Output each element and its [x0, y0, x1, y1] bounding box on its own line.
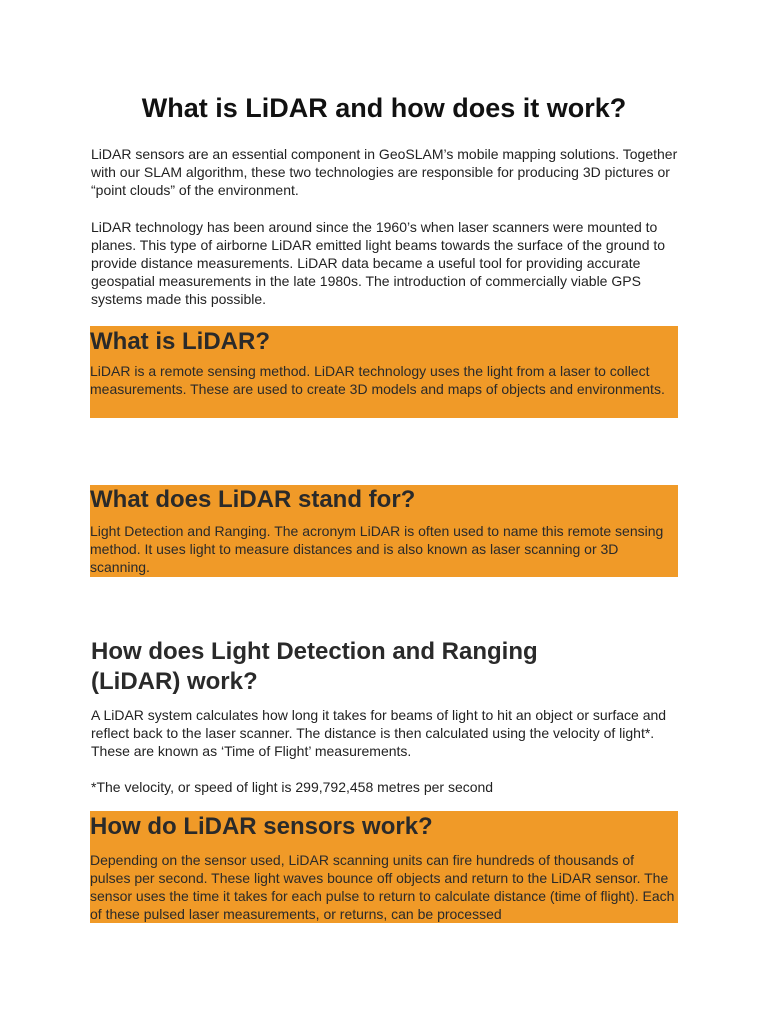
section-heading: What is LiDAR? — [90, 328, 270, 355]
section-heading-how-lidar-works: How does Light Detection and Ranging (LiDAR) work? — [91, 638, 538, 695]
page-title: What is LiDAR and how does it work? — [141, 93, 627, 123]
section-text: Depending on the sensor used, LiDAR scanning units can fire hundreds of thousands of pulses per second. These light waves bounce off objects and return to the LiDAR sensor. The sensor uses the time it takes for each pulse to return to calculate distance (time of flight). Each of these pulsed laser measurements, or returns, can be processed — [90, 852, 675, 922]
speed-of-light-note: *The velocity, or speed of light is 299,792,458 metres per second — [91, 779, 494, 795]
section-text: Light Detection and Ranging. The acronym LiDAR is often used to name this remote sensing method. It uses light to measure distances and is also known as laser scanning or 3D scanning. — [90, 523, 664, 575]
section-what-is-lidar — [90, 326, 678, 418]
section-heading: What does LiDAR stand for? — [90, 486, 416, 513]
section-heading: How do LiDAR sensors work? — [90, 813, 433, 840]
intro-paragraph-1: LiDAR sensors are an essential component in GeoSLAM’s mobile mapping solutions. Together with our SLAM algorithm, these two technologies are responsible for producing 3D pictures or “point clouds” of the environment. — [91, 146, 678, 198]
section-text: LiDAR is a remote sensing method. LiDAR technology uses the light from a laser to collect measurements. These are used to create 3D models and maps of objects and environments. — [90, 363, 665, 397]
section-what-does-lidar-stand-for — [90, 485, 678, 577]
intro-paragraph-2: LiDAR technology has been around since the 1960’s when laser scanners were mounted to planes. This type of airborne LiDAR emitted light beams towards the surface of the ground to provide distance measurements. LiDAR data became a useful tool for providing accurate geospatial measurements in the late 1980s. The introduction of commercially viable GPS systems made this possible. — [91, 219, 666, 307]
how-lidar-works-text: A LiDAR system calculates how long it takes for beams of light to hit an object or surface and reflect back to the laser scanner. The distance is then calculated using the velocity of light*. These are known as ‘Time of Flight’ measurements. — [91, 707, 667, 759]
section-how-sensors-work — [90, 811, 678, 923]
